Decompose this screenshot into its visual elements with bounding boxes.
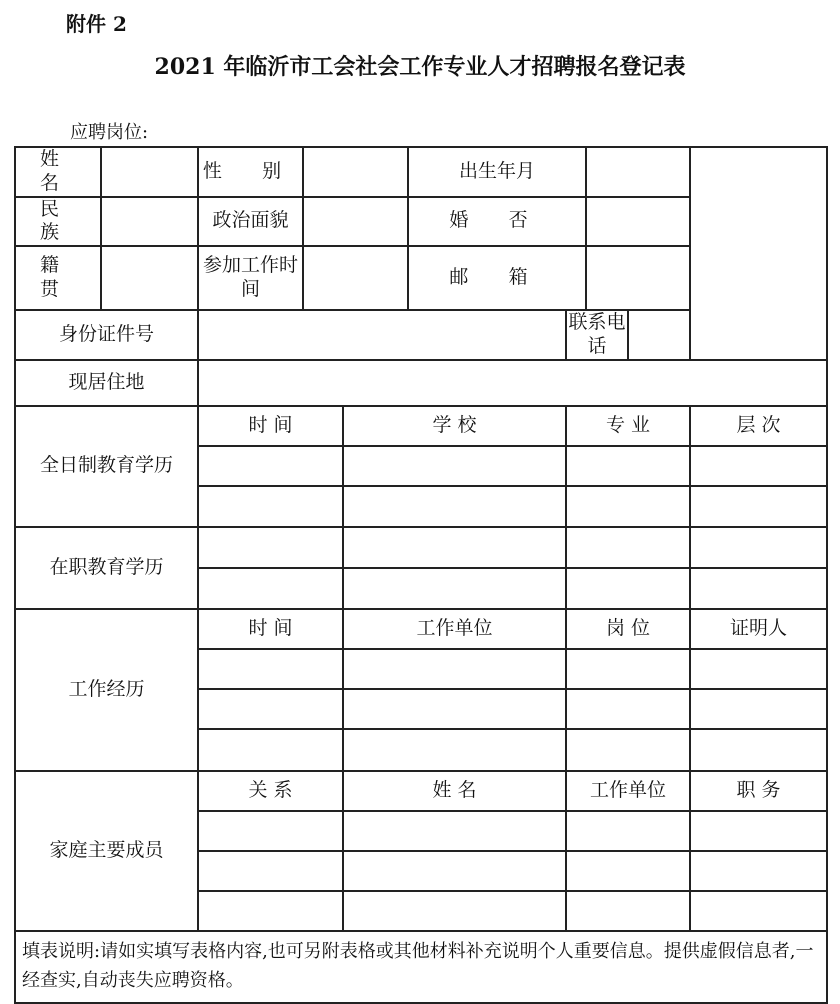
table-cell[interactable] (566, 446, 690, 486)
address-field[interactable] (198, 360, 827, 406)
table-cell[interactable] (690, 446, 827, 486)
table-cell[interactable] (343, 851, 566, 891)
table-cell[interactable] (198, 729, 343, 771)
table-cell[interactable] (343, 486, 566, 527)
edu-header-major: 专 业 (566, 406, 690, 446)
phone-label: 联系电话 (566, 310, 628, 360)
phone-field[interactable] (628, 310, 827, 360)
work-header-reference: 证明人 (690, 609, 827, 649)
table-cell[interactable] (343, 891, 566, 931)
ethnicity-label: 民 族 (15, 197, 101, 247)
form-title: 2021 年临沂市工会社会工作专业人才招聘报名登记表 (154, 54, 686, 80)
table-cell[interactable] (690, 649, 827, 689)
political-field[interactable] (303, 197, 408, 247)
table-cell[interactable] (198, 851, 343, 891)
table-cell[interactable] (690, 486, 827, 527)
work-header-time: 时 间 (198, 609, 343, 649)
position-label: 应聘岗位: (70, 122, 149, 143)
origin-label: 籍 贯 (15, 246, 101, 310)
form-instructions: 填表说明:请如实填写表格内容,也可另附表格或其他材料补充说明个人重要信息。提供虚假信息者,一经查实,自动丧失应聘资格。 (15, 931, 827, 1003)
table-cell[interactable] (198, 568, 343, 609)
table-cell[interactable] (198, 527, 343, 568)
id-number-label: 身份证件号 (15, 310, 198, 360)
gender-field[interactable] (303, 147, 408, 197)
work-header-post: 岗 位 (566, 609, 690, 649)
edu-header-school: 学 校 (343, 406, 566, 446)
table-cell[interactable] (343, 649, 566, 689)
family-header-relation: 关 系 (198, 771, 343, 811)
table-cell[interactable] (566, 689, 690, 729)
birth-field[interactable] (586, 147, 690, 197)
table-cell[interactable] (566, 568, 690, 609)
table-cell[interactable] (566, 729, 690, 771)
table-cell[interactable] (690, 891, 827, 931)
family-header-title: 职 务 (690, 771, 827, 811)
table-cell[interactable] (566, 851, 690, 891)
attachment-label: 附件 2 (66, 12, 127, 36)
origin-field[interactable] (101, 246, 198, 310)
gender-label: 性 别 (198, 147, 303, 197)
table-cell[interactable] (566, 486, 690, 527)
email-label: 邮 箱 (408, 246, 586, 310)
table-cell[interactable] (690, 689, 827, 729)
table-cell[interactable] (566, 527, 690, 568)
marital-label: 婚 否 (408, 197, 586, 247)
family-members-label: 家庭主要成员 (15, 771, 198, 931)
edu-header-time: 时 间 (198, 406, 343, 446)
family-header-name: 姓 名 (343, 771, 566, 811)
table-cell[interactable] (198, 649, 343, 689)
ethnicity-field[interactable] (101, 197, 198, 247)
marital-field[interactable] (586, 197, 690, 247)
table-cell[interactable] (343, 729, 566, 771)
name-label: 姓 名 (15, 147, 101, 197)
table-cell[interactable] (198, 486, 343, 527)
table-cell[interactable] (343, 689, 566, 729)
table-cell[interactable] (198, 689, 343, 729)
registration-form-table (14, 146, 828, 1004)
table-cell[interactable] (690, 568, 827, 609)
table-cell[interactable] (343, 446, 566, 486)
edu-header-level: 层 次 (690, 406, 827, 446)
fulltime-education-label: 全日制教育学历 (15, 406, 198, 527)
parttime-education-label: 在职教育学历 (15, 527, 198, 609)
address-label: 现居住地 (15, 360, 198, 406)
table-cell[interactable] (198, 811, 343, 851)
table-cell[interactable] (343, 811, 566, 851)
table-cell[interactable] (690, 729, 827, 771)
table-cell[interactable] (566, 891, 690, 931)
table-cell[interactable] (690, 527, 827, 568)
table-cell[interactable] (566, 811, 690, 851)
birth-label: 出生年月 (408, 147, 586, 197)
work-header-employer: 工作单位 (343, 609, 566, 649)
work-start-field[interactable] (303, 246, 408, 310)
work-start-label: 参加工作时间 (198, 246, 303, 310)
table-cell[interactable] (198, 446, 343, 486)
table-cell[interactable] (690, 811, 827, 851)
name-field[interactable] (101, 147, 198, 197)
work-experience-label: 工作经历 (15, 609, 198, 771)
family-header-employer: 工作单位 (566, 771, 690, 811)
id-number-field[interactable] (198, 310, 566, 360)
table-cell[interactable] (343, 527, 566, 568)
table-cell[interactable] (690, 851, 827, 891)
table-cell[interactable] (198, 891, 343, 931)
table-cell[interactable] (343, 568, 566, 609)
email-field[interactable] (586, 246, 690, 310)
political-label: 政治面貌 (198, 197, 303, 247)
table-cell[interactable] (566, 649, 690, 689)
